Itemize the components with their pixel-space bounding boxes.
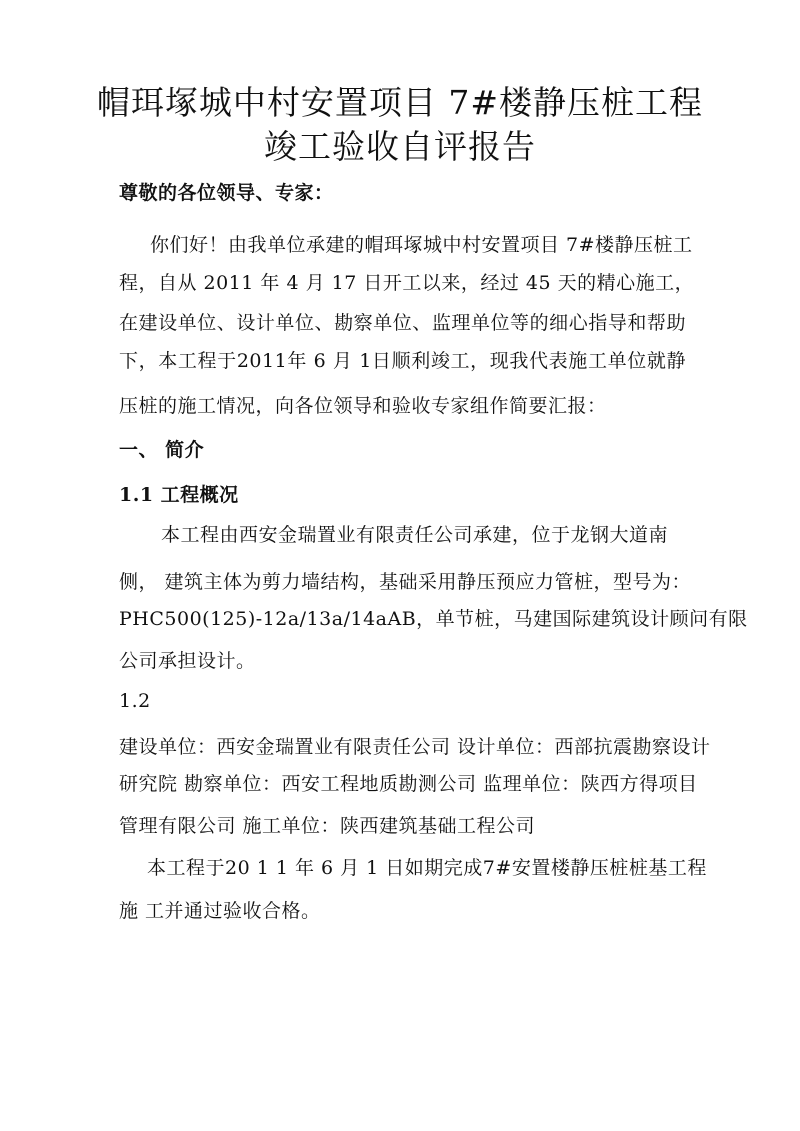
units-line-2: 研究院 勘察单位：西安工程地质勘测公司 监理单位：陕西方得项目 [119, 773, 698, 795]
document-title-line1: 帽珥塚城中村安置项目 7#楼静压桩工程 [96, 83, 704, 122]
overview-line-2: 侧， 建筑主体为剪力墙结构，基础采用静压预应力管桩，型号为： [119, 571, 692, 593]
overview-line-1: 本工程由西安金瑞置业有限责任公司承建，位于龙钢大道南 [161, 524, 669, 546]
section-1-1-heading: 1.1 工程概况 [119, 484, 239, 506]
completion-line-1: 本工程于20 1 1 年 6 月 1 日如期完成7#安置楼静压桩桩基工程 [147, 857, 707, 879]
intro-line-3: 在建设单位、设计单位、勘察单位、监理单位等的细心指导和帮助 [119, 312, 686, 334]
salutation: 尊敬的各位领导、专家： [119, 182, 334, 204]
completion-line-2: 施 工并通过验收合格。 [119, 900, 321, 922]
units-line-3: 管理有限公司 施工单位：陕西建筑基础工程公司 [119, 815, 536, 837]
section-1-heading: 一、 简介 [119, 439, 205, 461]
document-title-line2: 竣工验收自评报告 [264, 127, 536, 166]
intro-line-1: 你们好！由我单位承建的帽珥塚城中村安置项目 7#楼静压桩工 [150, 234, 693, 256]
intro-line-5: 压桩的施工情况，向各位领导和验收专家组作简要汇报： [119, 395, 607, 417]
units-line-1: 建设单位：西安金瑞置业有限责任公司 设计单位：西部抗震勘察设计 [119, 736, 711, 758]
overview-line-4: 公司承担设计。 [119, 650, 256, 672]
intro-line-4: 下，本工程于2011年 6 月 1日顺利竣工，现我代表施工单位就静 [119, 350, 686, 372]
section-1-2-heading: 1.2 [119, 690, 151, 712]
intro-line-2: 程，自从 2011 年 4 月 17 日开工以来，经过 45 天的精心施工， [119, 272, 695, 294]
overview-line-3: PHC500(125)-12a/13a/14aAB，单节桩，马建国际建筑设计顾问有限 [119, 608, 748, 630]
